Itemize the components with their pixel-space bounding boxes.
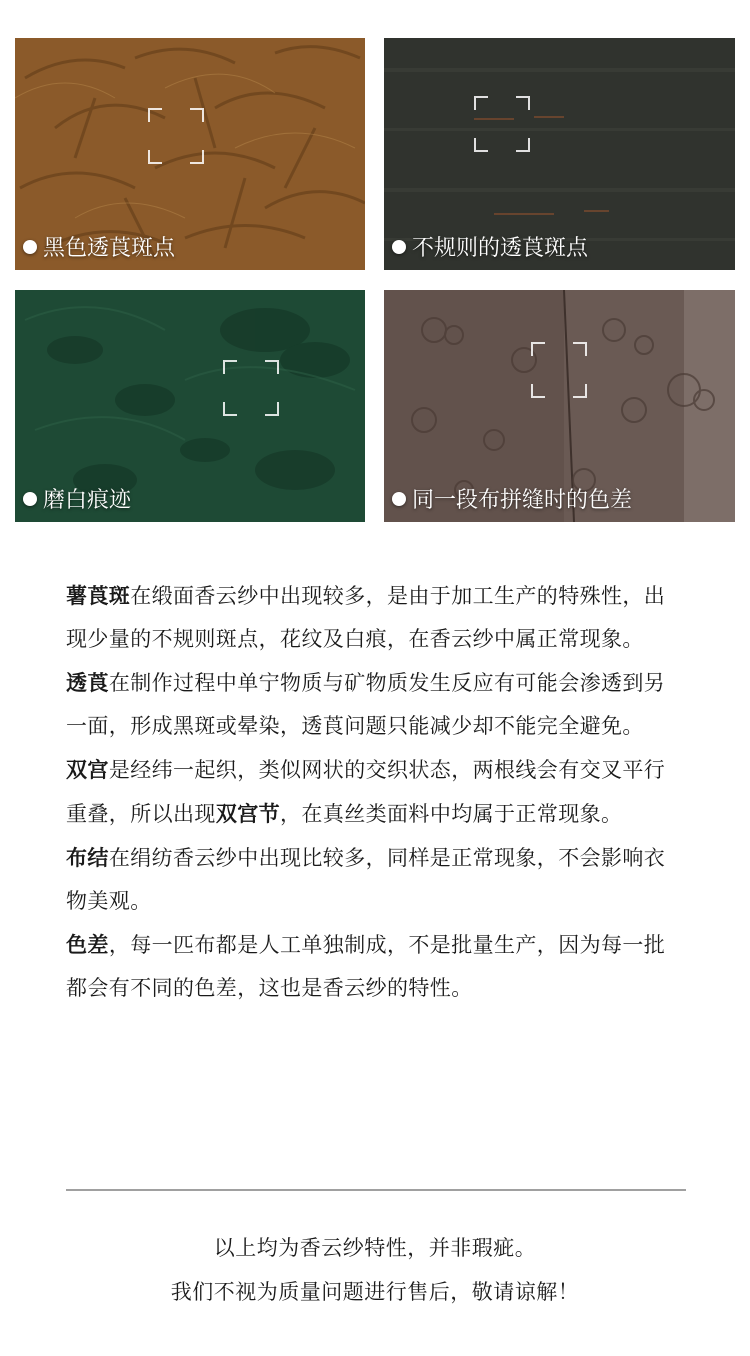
note-text: 在缎面香云纱中出现较多，是由于加工生产的特殊性，出现少量的不规则斑点，花纹及白痕，在香云纱中属正常现象。 [66, 584, 666, 651]
note-term: 布结 [66, 845, 109, 870]
fabric-photo-black-spots [15, 38, 365, 270]
note-term: 双宫 [66, 757, 109, 782]
focus-marker [223, 360, 279, 416]
footer-line: 我们不视为质量问题进行售后，敬请谅解！ [170, 1280, 580, 1304]
fabric-photo-color-difference [384, 290, 735, 522]
note-paragraph [66, 748, 686, 836]
focus-marker [531, 342, 587, 398]
fabric-photo-grid [15, 38, 735, 522]
note-paragraph [66, 661, 686, 748]
note-paragraph [66, 836, 686, 923]
caption-text: 黑色透莨斑点 [43, 236, 176, 261]
divider [66, 1189, 686, 1191]
note-paragraph [66, 923, 686, 1010]
caption [23, 231, 175, 262]
bullet-icon [23, 492, 37, 506]
note-term: 双宫节 [215, 801, 281, 826]
note-text: 是经纬一起织，类似网状的交织状态，两根线会有交叉平行重叠，所以出现 [66, 758, 666, 826]
caption [392, 231, 588, 262]
focus-marker [148, 108, 204, 164]
note-text: ，每一匹布都是人工单独制成，不是批量生产，因为每一批都会有不同的色差，这也是香云纱的特性。 [66, 933, 666, 1000]
caption [392, 483, 632, 514]
note-text: 在制作过程中单宁物质与矿物质发生反应有可能会渗透到另一面，形成黑斑或晕染，透莨问题只能减少却不能完全避免。 [66, 671, 666, 738]
caption-text: 磨白痕迹 [43, 488, 132, 513]
fabric-photo-wear-marks [15, 290, 365, 522]
note-paragraph [66, 574, 686, 661]
note-text: 在绢纺香云纱中出现比较多，同样是正常现象，不会影响衣物美观。 [66, 846, 666, 913]
bullet-icon [392, 240, 406, 254]
focus-marker [474, 96, 530, 152]
note-term: 薯莨斑 [66, 583, 131, 608]
note-text: ，在真丝类面料中均属于正常现象。 [280, 802, 623, 826]
note-term: 色差 [66, 932, 109, 957]
fabric-notes [66, 574, 686, 1010]
bullet-icon [23, 240, 37, 254]
note-term: 透莨 [66, 670, 109, 695]
fabric-photo-irregular-spots [384, 38, 735, 270]
footer-notice [0, 1226, 750, 1314]
caption [23, 483, 131, 514]
footer-line: 以上均为香云纱特性，并非瑕疵。 [213, 1236, 537, 1260]
bullet-icon [392, 492, 406, 506]
caption-text: 同一段布拼缝时的色差 [412, 488, 633, 513]
caption-text: 不规则的透莨斑点 [412, 236, 589, 261]
